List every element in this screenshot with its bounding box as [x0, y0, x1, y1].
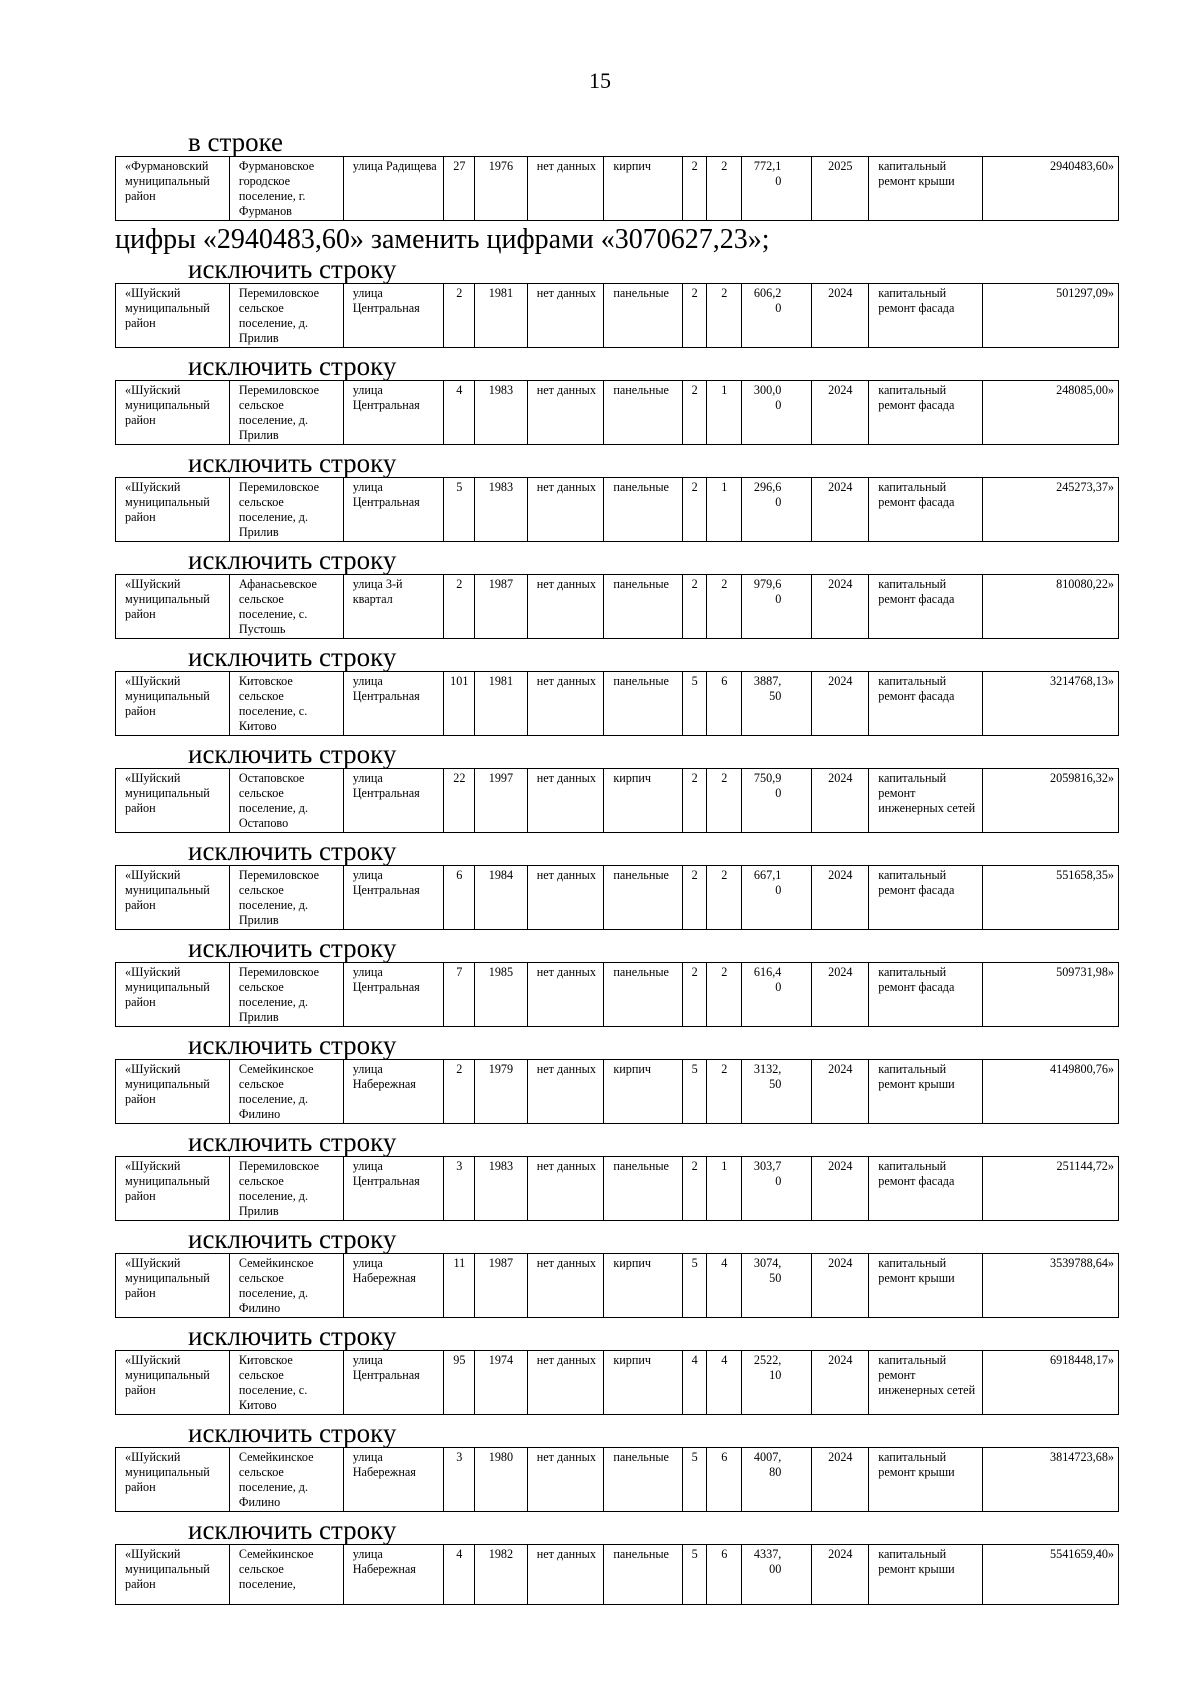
cell-settlement: Китовское сельское поселение, с. Китово	[229, 672, 343, 736]
cell-cost: 245273,37»	[983, 478, 1119, 542]
cell-settlement: Перемиловское сельское поселение, д. Прилив	[229, 381, 343, 445]
cell-floors: 2	[683, 1157, 707, 1221]
cell-district: «Шуйский муниципальный район	[116, 478, 230, 542]
cell-cost: 2059816,32»	[983, 769, 1119, 833]
table-row	[116, 284, 1119, 348]
cell-house-number: 2	[444, 575, 475, 639]
amendment-table	[115, 1544, 1119, 1605]
table-row	[116, 866, 1119, 930]
cell-wall-material: кирпич	[604, 769, 683, 833]
cell-year-built: 1982	[475, 1545, 528, 1605]
amendment-table	[115, 671, 1119, 736]
cell-year-built: 1983	[475, 1157, 528, 1221]
cell-year-planned: 2024	[812, 575, 869, 639]
cell-work-type: капитальный ремонт инженерных сетей	[869, 769, 983, 833]
cell-year-built: 1979	[475, 1060, 528, 1124]
cell-cost: 5541659,40»	[983, 1545, 1119, 1605]
cell-cost: 248085,00»	[983, 381, 1119, 445]
cell-year-planned: 2024	[812, 866, 869, 930]
cell-house-number: 3	[444, 1448, 475, 1512]
cell-street: улица Центральная	[343, 381, 444, 445]
cell-street: улица Центральная	[343, 769, 444, 833]
cell-work-type: капитальный ремонт крыши	[869, 157, 983, 221]
cell-work-type: капитальный ремонт крыши	[869, 1545, 983, 1605]
cell-settlement: Остаповское сельское поселение, д. Остапово	[229, 769, 343, 833]
cell-year-planned: 2024	[812, 963, 869, 1027]
cell-year-planned: 2025	[812, 157, 869, 221]
cell-wall-material-data: нет данных	[527, 769, 604, 833]
amendment-table	[115, 962, 1119, 1027]
cell-settlement: Афанасьевское сельское поселение, с. Пустошь	[229, 575, 343, 639]
instruction-text: исключить строку	[188, 1321, 397, 1351]
table-row	[116, 1545, 1119, 1605]
cell-cost: 3539788,64»	[983, 1254, 1119, 1318]
cell-wall-material-data: нет данных	[527, 381, 604, 445]
cell-street: улица Набережная	[343, 1254, 444, 1318]
cell-settlement: Семейкинское сельское поселение, д. Филино	[229, 1448, 343, 1512]
cell-wall-material-data: нет данных	[527, 1351, 604, 1415]
cell-entrances: 1	[707, 478, 742, 542]
cell-area: 303,70	[742, 1157, 812, 1221]
instruction-text: в строке	[188, 127, 284, 157]
table-row	[116, 1060, 1119, 1124]
cell-area: 750,90	[742, 769, 812, 833]
cell-wall-material-data: нет данных	[527, 1448, 604, 1512]
cell-settlement: Семейкинское сельское поселение,	[229, 1545, 343, 1605]
amendment-table	[115, 156, 1119, 221]
cell-area: 2522,10	[742, 1351, 812, 1415]
cell-settlement: Фурмановское городское поселение, г. Фурманов	[229, 157, 343, 221]
cell-street: улица Набережная	[343, 1448, 444, 1512]
cell-cost: 501297,09»	[983, 284, 1119, 348]
cell-settlement: Перемиловское сельское поселение, д. Прилив	[229, 963, 343, 1027]
cell-entrances: 2	[707, 157, 742, 221]
cell-wall-material: панельные	[604, 1157, 683, 1221]
cell-area: 667,10	[742, 866, 812, 930]
cell-cost: 4149800,76»	[983, 1060, 1119, 1124]
cell-cost: 551658,35»	[983, 866, 1119, 930]
cell-area: 3887,50	[742, 672, 812, 736]
cell-entrances: 4	[707, 1254, 742, 1318]
cell-district: «Шуйский муниципальный район	[116, 1157, 230, 1221]
cell-floors: 5	[683, 672, 707, 736]
cell-district: «Шуйский муниципальный район	[116, 1254, 230, 1318]
cell-wall-material: кирпич	[604, 1254, 683, 1318]
cell-wall-material: панельные	[604, 866, 683, 930]
cell-house-number: 4	[444, 1545, 475, 1605]
cell-wall-material-data: нет данных	[527, 478, 604, 542]
cell-year-built: 1987	[475, 1254, 528, 1318]
document-body	[115, 128, 1119, 1609]
cell-floors: 2	[683, 769, 707, 833]
cell-work-type: капитальный ремонт инженерных сетей	[869, 1351, 983, 1415]
cell-year-planned: 2024	[812, 1545, 869, 1605]
cell-house-number: 7	[444, 963, 475, 1027]
cell-work-type: капитальный ремонт фасада	[869, 478, 983, 542]
cell-cost: 251144,72»	[983, 1157, 1119, 1221]
cell-wall-material-data: нет данных	[527, 672, 604, 736]
cell-house-number: 5	[444, 478, 475, 542]
amendment-table	[115, 380, 1119, 445]
cell-wall-material-data: нет данных	[527, 866, 604, 930]
cell-wall-material: кирпич	[604, 1351, 683, 1415]
cell-settlement: Семейкинское сельское поселение, д. Филино	[229, 1060, 343, 1124]
cell-street: улица Центральная	[343, 672, 444, 736]
cell-house-number: 4	[444, 381, 475, 445]
cell-year-planned: 2024	[812, 1157, 869, 1221]
cell-cost: 3814723,68»	[983, 1448, 1119, 1512]
cell-district: «Шуйский муниципальный район	[116, 1060, 230, 1124]
cell-wall-material-data: нет данных	[527, 1254, 604, 1318]
cell-house-number: 6	[444, 866, 475, 930]
cell-year-built: 1987	[475, 575, 528, 639]
instruction-text: исключить строку	[188, 933, 397, 963]
cell-work-type: капитальный ремонт фасада	[869, 381, 983, 445]
cell-area: 296,60	[742, 478, 812, 542]
cell-entrances: 2	[707, 1060, 742, 1124]
cell-cost: 6918448,17»	[983, 1351, 1119, 1415]
cell-year-built: 1981	[475, 672, 528, 736]
cell-year-planned: 2024	[812, 478, 869, 542]
amendment-table	[115, 477, 1119, 542]
cell-entrances: 6	[707, 1545, 742, 1605]
cell-year-planned: 2024	[812, 1351, 869, 1415]
cell-street: улица Центральная	[343, 1157, 444, 1221]
cell-floors: 5	[683, 1448, 707, 1512]
cell-district: «Шуйский муниципальный район	[116, 575, 230, 639]
amendment-table	[115, 865, 1119, 930]
cell-wall-material: панельные	[604, 1448, 683, 1512]
cell-floors: 2	[683, 866, 707, 930]
cell-year-planned: 2024	[812, 769, 869, 833]
table-row	[116, 1254, 1119, 1318]
instruction-text: исключить строку	[188, 642, 397, 672]
table-row	[116, 478, 1119, 542]
cell-cost: 810080,22»	[983, 575, 1119, 639]
cell-wall-material-data: нет данных	[527, 1157, 604, 1221]
amendment-table	[115, 1447, 1119, 1512]
cell-entrances: 2	[707, 866, 742, 930]
cell-house-number: 2	[444, 1060, 475, 1124]
cell-settlement: Семейкинское сельское поселение, д. Филино	[229, 1254, 343, 1318]
cell-floors: 5	[683, 1060, 707, 1124]
cell-cost: 3214768,13»	[983, 672, 1119, 736]
cell-cost: 509731,98»	[983, 963, 1119, 1027]
instruction-text: исключить строку	[188, 254, 397, 284]
cell-district: «Шуйский муниципальный район	[116, 381, 230, 445]
cell-year-planned: 2024	[812, 672, 869, 736]
cell-wall-material-data: нет данных	[527, 1060, 604, 1124]
cell-wall-material-data: нет данных	[527, 157, 604, 221]
page-number: 15	[589, 68, 611, 93]
cell-district: «Шуйский муниципальный район	[116, 963, 230, 1027]
instruction-text: исключить строку	[188, 1515, 397, 1545]
cell-settlement: Перемиловское сельское поселение, д. Прилив	[229, 284, 343, 348]
cell-wall-material: панельные	[604, 963, 683, 1027]
cell-wall-material: панельные	[604, 672, 683, 736]
instruction-text: исключить строку	[188, 448, 397, 478]
cell-street: улица Радищева	[343, 157, 444, 221]
cell-street: улица Центральная	[343, 1351, 444, 1415]
instruction-text: исключить строку	[188, 1030, 397, 1060]
cell-settlement: Перемиловское сельское поселение, д. Прилив	[229, 1157, 343, 1221]
instruction-text: исключить строку	[188, 1224, 397, 1254]
cell-street: улица 3-й квартал	[343, 575, 444, 639]
cell-district: «Фурмановский муниципальный район	[116, 157, 230, 221]
cell-floors: 2	[683, 575, 707, 639]
cell-house-number: 22	[444, 769, 475, 833]
cell-area: 606,20	[742, 284, 812, 348]
cell-settlement: Перемиловское сельское поселение, д. Прилив	[229, 478, 343, 542]
cell-floors: 2	[683, 478, 707, 542]
cell-work-type: капитальный ремонт крыши	[869, 1254, 983, 1318]
table-row	[116, 1157, 1119, 1221]
cell-area: 616,40	[742, 963, 812, 1027]
cell-year-planned: 2024	[812, 1448, 869, 1512]
cell-year-planned: 2024	[812, 381, 869, 445]
cell-year-built: 1997	[475, 769, 528, 833]
cell-district: «Шуйский муниципальный район	[116, 672, 230, 736]
cell-year-built: 1974	[475, 1351, 528, 1415]
table-row	[116, 575, 1119, 639]
cell-entrances: 1	[707, 381, 742, 445]
cell-street: улица Центральная	[343, 478, 444, 542]
cell-wall-material-data: нет данных	[527, 284, 604, 348]
cell-street: улица Набережная	[343, 1060, 444, 1124]
cell-wall-material: панельные	[604, 478, 683, 542]
cell-district: «Шуйский муниципальный район	[116, 1351, 230, 1415]
cell-entrances: 2	[707, 284, 742, 348]
cell-work-type: капитальный ремонт фасада	[869, 866, 983, 930]
cell-wall-material: кирпич	[604, 1060, 683, 1124]
instruction-text: исключить строку	[188, 1127, 397, 1157]
cell-entrances: 6	[707, 672, 742, 736]
instruction-text: исключить строку	[188, 739, 397, 769]
cell-work-type: капитальный ремонт крыши	[869, 1060, 983, 1124]
cell-floors: 2	[683, 381, 707, 445]
cell-year-built: 1985	[475, 963, 528, 1027]
cell-wall-material-data: нет данных	[527, 1545, 604, 1605]
amendment-table	[115, 1156, 1119, 1221]
cell-year-built: 1983	[475, 381, 528, 445]
cell-house-number: 2	[444, 284, 475, 348]
cell-floors: 5	[683, 1545, 707, 1605]
cell-wall-material: кирпич	[604, 157, 683, 221]
cell-house-number: 95	[444, 1351, 475, 1415]
table-row	[116, 769, 1119, 833]
cell-settlement: Перемиловское сельское поселение, д. Прилив	[229, 866, 343, 930]
cell-area: 4007,80	[742, 1448, 812, 1512]
cell-wall-material: панельные	[604, 284, 683, 348]
cell-cost: 2940483,60»	[983, 157, 1119, 221]
cell-year-built: 1981	[475, 284, 528, 348]
cell-wall-material-data: нет данных	[527, 575, 604, 639]
cell-floors: 4	[683, 1351, 707, 1415]
cell-entrances: 2	[707, 963, 742, 1027]
amendment-table	[115, 768, 1119, 833]
cell-floors: 2	[683, 284, 707, 348]
cell-street: улица Центральная	[343, 284, 444, 348]
cell-work-type: капитальный ремонт фасада	[869, 284, 983, 348]
cell-wall-material: панельные	[604, 1545, 683, 1605]
cell-area: 3074,50	[742, 1254, 812, 1318]
cell-work-type: капитальный ремонт крыши	[869, 1448, 983, 1512]
cell-wall-material: панельные	[604, 575, 683, 639]
cell-district: «Шуйский муниципальный район	[116, 284, 230, 348]
cell-year-built: 1983	[475, 478, 528, 542]
table-row	[116, 1448, 1119, 1512]
table-row	[116, 157, 1119, 221]
cell-entrances: 6	[707, 1448, 742, 1512]
cell-settlement: Китовское сельское поселение, с. Китово	[229, 1351, 343, 1415]
table-row	[116, 963, 1119, 1027]
cell-entrances: 4	[707, 1351, 742, 1415]
cell-street: улица Центральная	[343, 963, 444, 1027]
cell-street: улица Центральная	[343, 866, 444, 930]
instruction-text: исключить строку	[188, 351, 397, 381]
cell-wall-material: панельные	[604, 381, 683, 445]
cell-floors: 2	[683, 157, 707, 221]
cell-street: улица Набережная	[343, 1545, 444, 1605]
cell-district: «Шуйский муниципальный район	[116, 769, 230, 833]
cell-house-number: 3	[444, 1157, 475, 1221]
cell-wall-material-data: нет данных	[527, 963, 604, 1027]
amendment-table	[115, 1059, 1119, 1124]
instruction-text: исключить строку	[188, 836, 397, 866]
cell-entrances: 2	[707, 769, 742, 833]
cell-area: 300,00	[742, 381, 812, 445]
cell-year-planned: 2024	[812, 1060, 869, 1124]
cell-year-built: 1980	[475, 1448, 528, 1512]
cell-district: «Шуйский муниципальный район	[116, 866, 230, 930]
cell-year-planned: 2024	[812, 284, 869, 348]
instruction-text: исключить строку	[188, 545, 397, 575]
cell-area: 979,60	[742, 575, 812, 639]
cell-year-built: 1984	[475, 866, 528, 930]
amendment-table	[115, 574, 1119, 639]
amendment-table	[115, 1253, 1119, 1318]
cell-work-type: капитальный ремонт фасада	[869, 575, 983, 639]
cell-house-number: 11	[444, 1254, 475, 1318]
table-row	[116, 381, 1119, 445]
cell-floors: 5	[683, 1254, 707, 1318]
replacement-instruction: цифры «2940483,60» заменить цифрами «3070627,23»;	[115, 224, 770, 255]
cell-work-type: капитальный ремонт фасада	[869, 672, 983, 736]
cell-area: 3132,50	[742, 1060, 812, 1124]
cell-district: «Шуйский муниципальный район	[116, 1545, 230, 1605]
cell-floors: 2	[683, 963, 707, 1027]
amendment-table	[115, 1350, 1119, 1415]
cell-area: 4337,00	[742, 1545, 812, 1605]
cell-work-type: капитальный ремонт фасада	[869, 1157, 983, 1221]
cell-house-number: 101	[444, 672, 475, 736]
cell-year-built: 1976	[475, 157, 528, 221]
cell-entrances: 1	[707, 1157, 742, 1221]
table-row	[116, 1351, 1119, 1415]
cell-entrances: 2	[707, 575, 742, 639]
cell-work-type: капитальный ремонт фасада	[869, 963, 983, 1027]
amendment-table	[115, 283, 1119, 348]
cell-house-number: 27	[444, 157, 475, 221]
table-row	[116, 672, 1119, 736]
cell-district: «Шуйский муниципальный район	[116, 1448, 230, 1512]
instruction-text: исключить строку	[188, 1418, 397, 1448]
cell-year-planned: 2024	[812, 1254, 869, 1318]
cell-area: 772,10	[742, 157, 812, 221]
